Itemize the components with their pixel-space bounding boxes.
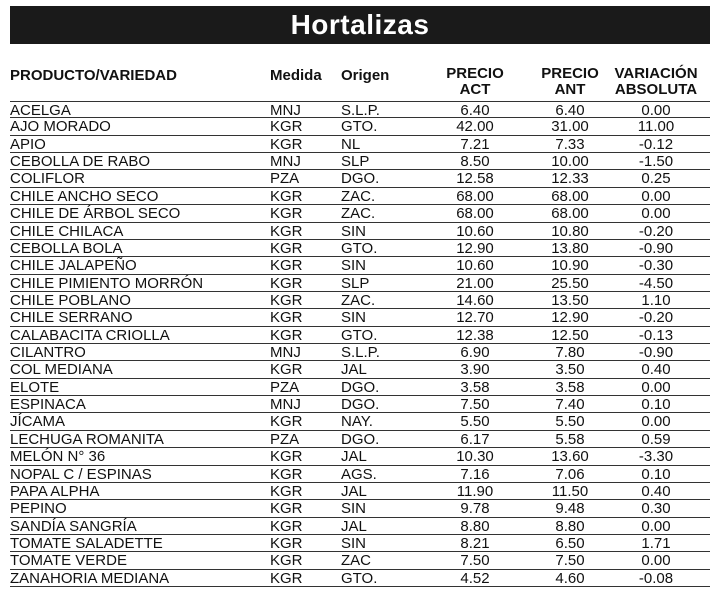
variacion-cell: 1.10 xyxy=(641,291,671,309)
producto-cell: JÍCAMA xyxy=(10,413,66,431)
header-variacion xyxy=(610,66,702,98)
precio-ant-cell: 7.50 xyxy=(555,552,585,570)
medida-cell: KGR xyxy=(270,222,303,240)
variacion-cell: 0.40 xyxy=(641,361,671,379)
precio-act-cell: 10.60 xyxy=(456,257,494,275)
producto-cell: CHILE POBLANO xyxy=(10,291,131,309)
precio-ant-cell: 10.00 xyxy=(551,153,589,171)
table-row xyxy=(10,483,710,500)
header-variacion-line1: VARIACIÓN xyxy=(614,65,698,82)
medida-cell: KGR xyxy=(270,326,303,344)
producto-cell: CHILE DE ÁRBOL SECO xyxy=(10,205,181,223)
variacion-cell: -0.90 xyxy=(638,239,674,257)
precio-act-cell: 8.21 xyxy=(460,534,490,552)
precio-act-cell: 12.38 xyxy=(456,326,494,344)
precio-act-cell: 11.90 xyxy=(456,482,494,500)
table-row xyxy=(10,136,710,153)
origen-cell: SIN xyxy=(341,257,367,275)
variacion-cell: -0.90 xyxy=(638,344,674,362)
table-row xyxy=(10,466,710,483)
precio-act-cell: 12.90 xyxy=(456,239,494,257)
origen-cell: GTO. xyxy=(341,326,378,344)
table-row xyxy=(10,118,710,135)
precio-ant-cell: 4.60 xyxy=(555,569,585,587)
table-row xyxy=(10,327,710,344)
precio-act-cell: 3.90 xyxy=(460,361,490,379)
variacion-cell: 0.25 xyxy=(641,170,671,188)
precio-act-cell: 6.90 xyxy=(460,344,490,362)
origen-cell: AGS. xyxy=(341,465,377,483)
precio-ant-cell: 5.50 xyxy=(555,413,585,431)
variacion-cell: -3.30 xyxy=(638,448,674,466)
origen-cell: SIN xyxy=(341,309,367,327)
producto-cell: LECHUGA ROMANITA xyxy=(10,430,164,448)
table-row xyxy=(10,535,710,552)
producto-cell: CILANTRO xyxy=(10,344,86,362)
medida-cell: KGR xyxy=(270,257,303,275)
origen-cell: S.L.P. xyxy=(341,102,380,119)
precio-ant-cell: 68.00 xyxy=(551,205,589,223)
table-row xyxy=(10,500,710,517)
table-row xyxy=(10,309,710,326)
variacion-cell: 0.40 xyxy=(641,482,671,500)
table-row xyxy=(10,570,710,587)
table-row xyxy=(10,153,710,170)
precio-ant-cell: 5.58 xyxy=(555,430,585,448)
medida-cell: KGR xyxy=(270,361,303,379)
origen-cell: ZAC xyxy=(341,552,371,570)
precio-act-cell: 12.58 xyxy=(456,170,494,188)
variacion-cell: 0.59 xyxy=(641,430,671,448)
medida-cell: KGR xyxy=(270,309,303,327)
price-table xyxy=(10,101,710,587)
variacion-cell: -1.50 xyxy=(638,153,674,171)
medida-cell: PZA xyxy=(270,430,300,448)
table-row xyxy=(10,361,710,378)
precio-act-cell: 7.16 xyxy=(460,465,490,483)
header-precio-ant-line2: ANT xyxy=(554,81,586,98)
medida-cell: MNJ xyxy=(270,153,301,171)
precio-ant-cell: 9.48 xyxy=(555,500,585,518)
precio-ant-cell: 12.33 xyxy=(551,170,589,188)
table-row xyxy=(10,379,710,396)
origen-cell: GTO. xyxy=(341,569,378,587)
table-row xyxy=(10,396,710,413)
origen-cell: JAL xyxy=(341,448,367,466)
precio-act-cell: 12.70 xyxy=(456,309,494,327)
producto-cell: ACELGA xyxy=(10,102,71,119)
producto-cell: CEBOLLA BOLA xyxy=(10,239,123,257)
table-row xyxy=(10,413,710,430)
origen-cell: DGO. xyxy=(341,378,380,396)
precio-act-cell: 42.00 xyxy=(456,118,494,136)
medida-cell: KGR xyxy=(270,291,303,309)
medida-cell: KGR xyxy=(270,465,303,483)
variacion-cell: -0.12 xyxy=(638,135,674,153)
table-row xyxy=(10,188,710,205)
precio-ant-cell: 68.00 xyxy=(551,187,589,205)
precio-ant-cell: 10.80 xyxy=(551,222,589,240)
origen-cell: DGO. xyxy=(341,170,380,188)
precio-ant-cell: 3.50 xyxy=(555,361,585,379)
medida-cell: PZA xyxy=(270,378,300,396)
variacion-cell: 0.30 xyxy=(641,500,671,518)
precio-act-cell: 5.50 xyxy=(460,413,490,431)
header-producto: PRODUCTO/VARIEDAD xyxy=(10,67,177,84)
variacion-cell: -4.50 xyxy=(638,274,674,292)
variacion-cell: 0.00 xyxy=(641,378,671,396)
precio-act-cell: 9.78 xyxy=(460,500,490,518)
table-row xyxy=(10,170,710,187)
table-row xyxy=(10,101,710,118)
precio-ant-cell: 12.50 xyxy=(551,326,589,344)
precio-act-cell: 8.80 xyxy=(460,517,490,535)
producto-cell: APIO xyxy=(10,135,46,153)
precio-ant-cell: 8.80 xyxy=(555,517,585,535)
producto-cell: ELOTE xyxy=(10,378,60,396)
medida-cell: KGR xyxy=(270,517,303,535)
medida-cell: MNJ xyxy=(270,344,301,362)
table-row xyxy=(10,518,710,535)
variacion-cell: 1.71 xyxy=(641,534,671,552)
origen-cell: NAY. xyxy=(341,413,373,431)
producto-cell: TOMATE SALADETTE xyxy=(10,534,163,552)
variacion-cell: 0.00 xyxy=(641,413,671,431)
table-row xyxy=(10,257,710,274)
table-row xyxy=(10,448,710,465)
variacion-cell: -0.08 xyxy=(638,569,674,587)
producto-cell: SANDÍA SANGRÍA xyxy=(10,517,137,535)
table-row xyxy=(10,552,710,569)
precio-ant-cell: 25.50 xyxy=(551,274,589,292)
origen-cell: JAL xyxy=(341,482,367,500)
header-origen: Origen xyxy=(341,67,390,84)
origen-cell: NL xyxy=(341,135,361,153)
precio-ant-cell: 10.90 xyxy=(551,257,589,275)
variacion-cell: 11.00 xyxy=(637,118,675,136)
header-precio-act-line2: ACT xyxy=(459,81,491,98)
producto-cell: PAPA ALPHA xyxy=(10,482,100,500)
precio-act-cell: 4.52 xyxy=(460,569,490,587)
header-variacion-line2: ABSOLUTA xyxy=(614,81,698,98)
producto-cell: CHILE CHILACA xyxy=(10,222,124,240)
variacion-cell: -0.20 xyxy=(638,309,674,327)
table-row xyxy=(10,223,710,240)
producto-cell: CHILE PIMIENTO MORRÓN xyxy=(10,274,204,292)
producto-cell: ESPINACA xyxy=(10,396,86,414)
producto-cell: CALABACITA CRIOLLA xyxy=(10,326,170,344)
medida-cell: PZA xyxy=(270,170,300,188)
precio-ant-cell: 31.00 xyxy=(551,118,589,136)
origen-cell: S.L.P. xyxy=(341,344,380,362)
precio-act-cell: 10.30 xyxy=(456,448,494,466)
medida-cell: KGR xyxy=(270,274,303,292)
medida-cell: KGR xyxy=(270,187,303,205)
producto-cell: TOMATE VERDE xyxy=(10,552,127,570)
variacion-cell: 0.00 xyxy=(641,187,671,205)
medida-cell: MNJ xyxy=(270,102,301,119)
variacion-cell: -0.30 xyxy=(638,257,674,275)
producto-cell: PEPINO xyxy=(10,500,67,518)
precio-act-cell: 6.17 xyxy=(460,430,490,448)
medida-cell: KGR xyxy=(270,500,303,518)
medida-cell: KGR xyxy=(270,552,303,570)
page-title: Hortalizas xyxy=(10,6,710,44)
variacion-cell: 0.10 xyxy=(641,465,671,483)
table-row xyxy=(10,205,710,222)
origen-cell: SIN xyxy=(341,500,367,518)
precio-ant-cell: 13.60 xyxy=(551,448,589,466)
table-row xyxy=(10,344,710,361)
variacion-cell: 0.00 xyxy=(641,102,671,119)
medida-cell: KGR xyxy=(270,413,303,431)
variacion-cell: -0.13 xyxy=(638,326,674,344)
producto-cell: COL MEDIANA xyxy=(10,361,113,379)
table-row xyxy=(10,292,710,309)
producto-cell: ZANAHORIA MEDIANA xyxy=(10,569,170,587)
header-precio-act-line1: PRECIO xyxy=(446,65,504,82)
precio-ant-cell: 12.90 xyxy=(551,309,589,327)
precio-act-cell: 14.60 xyxy=(456,291,494,309)
precio-act-cell: 8.50 xyxy=(460,153,490,171)
table-row xyxy=(10,240,710,257)
producto-cell: MELÓN N° 36 xyxy=(10,448,106,466)
precio-act-cell: 7.21 xyxy=(460,135,490,153)
medida-cell: KGR xyxy=(270,135,303,153)
origen-cell: SLP xyxy=(341,153,370,171)
precio-act-cell: 21.00 xyxy=(456,274,494,292)
origen-cell: ZAC. xyxy=(341,291,376,309)
origen-cell: DGO. xyxy=(341,430,380,448)
precio-act-cell: 6.40 xyxy=(460,102,490,119)
precio-ant-cell: 7.40 xyxy=(555,396,585,414)
variacion-cell: 0.00 xyxy=(641,552,671,570)
variacion-cell: 0.10 xyxy=(641,396,671,414)
header-medida: Medida xyxy=(270,67,322,84)
origen-cell: ZAC. xyxy=(341,205,376,223)
producto-cell: CHILE ANCHO SECO xyxy=(10,187,159,205)
precio-act-cell: 7.50 xyxy=(460,552,490,570)
precio-ant-cell: 11.50 xyxy=(551,482,589,500)
variacion-cell: 0.00 xyxy=(641,517,671,535)
producto-cell: COLIFLOR xyxy=(10,170,86,188)
precio-ant-cell: 13.50 xyxy=(551,291,589,309)
table-row xyxy=(10,431,710,448)
origen-cell: DGO. xyxy=(341,396,380,414)
table-row xyxy=(10,275,710,292)
medida-cell: KGR xyxy=(270,118,303,136)
origen-cell: JAL xyxy=(341,361,367,379)
medida-cell: KGR xyxy=(270,534,303,552)
medida-cell: KGR xyxy=(270,239,303,257)
precio-act-cell: 10.60 xyxy=(456,222,494,240)
producto-cell: CHILE SERRANO xyxy=(10,309,133,327)
origen-cell: ZAC. xyxy=(341,187,376,205)
medida-cell: KGR xyxy=(270,205,303,223)
precio-ant-cell: 6.40 xyxy=(555,102,585,119)
variacion-cell: 0.00 xyxy=(641,205,671,223)
precio-act-cell: 68.00 xyxy=(456,205,494,223)
origen-cell: SIN xyxy=(341,222,367,240)
origen-cell: SIN xyxy=(341,534,367,552)
table-header xyxy=(0,66,720,102)
medida-cell: MNJ xyxy=(270,396,301,414)
precio-act-cell: 7.50 xyxy=(460,396,490,414)
precio-ant-cell: 7.33 xyxy=(555,135,585,153)
medida-cell: KGR xyxy=(270,482,303,500)
producto-cell: AJO MORADO xyxy=(10,118,111,136)
precio-act-cell: 68.00 xyxy=(456,187,494,205)
producto-cell: CEBOLLA DE RABO xyxy=(10,153,151,171)
origen-cell: SLP xyxy=(341,274,370,292)
precio-ant-cell: 6.50 xyxy=(555,534,585,552)
precio-act-cell: 3.58 xyxy=(460,378,490,396)
header-precio-ant-line1: PRECIO xyxy=(541,65,599,82)
header-precio-act xyxy=(444,66,506,98)
precio-ant-cell: 3.58 xyxy=(555,378,585,396)
origen-cell: JAL xyxy=(341,517,367,535)
producto-cell: CHILE JALAPEÑO xyxy=(10,257,137,275)
origen-cell: GTO. xyxy=(341,239,378,257)
origen-cell: GTO. xyxy=(341,118,378,136)
precio-ant-cell: 13.80 xyxy=(551,239,589,257)
medida-cell: KGR xyxy=(270,569,303,587)
precio-ant-cell: 7.80 xyxy=(555,344,585,362)
medida-cell: KGR xyxy=(270,448,303,466)
variacion-cell: -0.20 xyxy=(638,222,674,240)
header-precio-ant xyxy=(539,66,601,98)
precio-ant-cell: 7.06 xyxy=(555,465,585,483)
producto-cell: NOPAL C / ESPINAS xyxy=(10,465,152,483)
